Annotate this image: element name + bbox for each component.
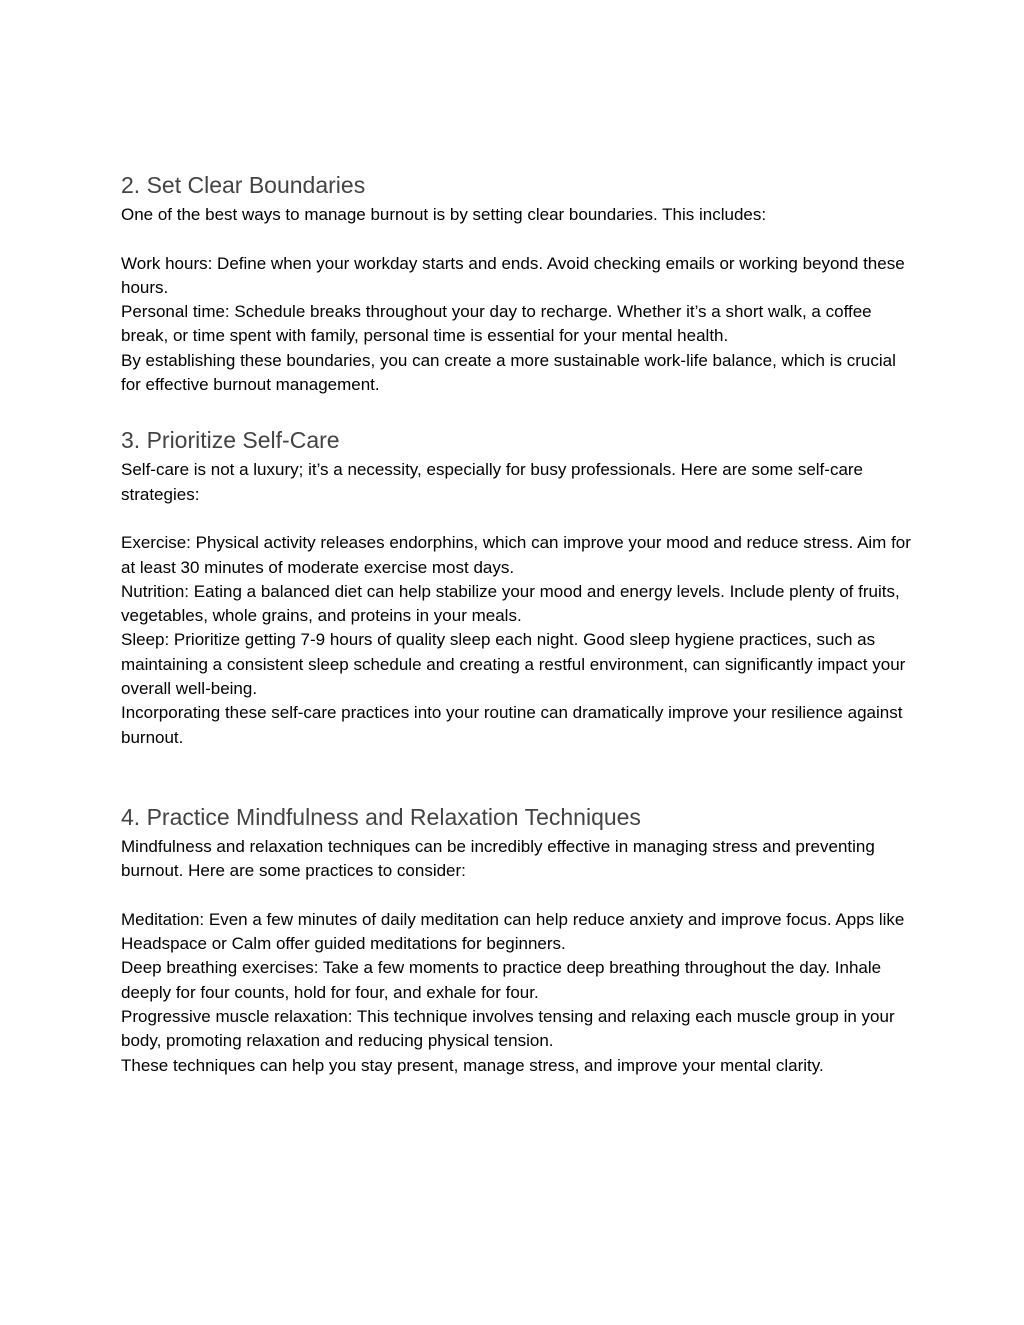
section-heading: 3. Prioritize Self-Care <box>121 427 340 454</box>
list-item: Exercise: Physical activity releases endorphins, which can improve your mood and reduce stress. Aim for at least 30 minutes of moderate exercise most days. <box>121 533 911 577</box>
list-item: Personal time: Schedule breaks throughout your day to recharge. Whether it’s a short walk, a coffee break, or time spent with family, personal time is essential for your mental health. <box>121 302 872 346</box>
list-item: Sleep: Prioritize getting 7-9 hours of quality sleep each night. Good sleep hygiene practices, such as maintaining a consistent sleep schedule and creating a restful environment, can significantly impact your overall well-being. <box>121 630 906 699</box>
list-item: Deep breathing exercises: Take a few moments to practice deep breathing throughout the day. Inhale deeply for four counts, hold for four, and exhale for four. <box>121 958 882 1002</box>
section-prioritize-self-care <box>121 425 911 750</box>
list-item: Nutrition: Eating a balanced diet can help stabilize your mood and energy levels. Include plenty of fruits, vegetables, whole grains, and proteins in your meals. <box>121 581 900 626</box>
section-intro: Self-care is not a luxury; it’s a necessity, especially for busy professionals. Here are some self-care strategies: <box>121 460 864 504</box>
section-set-clear-boundaries <box>121 170 911 397</box>
section-heading: 4. Practice Mindfulness and Relaxation Techniques <box>121 803 641 830</box>
section-conclusion: Incorporating these self-care practices into your routine can dramatically improve your resilience against burnout. <box>121 703 903 747</box>
list-item: Work hours: Define when your workday starts and ends. Avoid checking emails or working beyond these hours. <box>121 253 905 297</box>
section-heading: 2. Set Clear Boundaries <box>121 172 366 198</box>
paragraph-gap <box>121 507 911 531</box>
section-intro: Mindfulness and relaxation techniques can be incredibly effective in managing stress and preventing burnout. Here are some practices to consider: <box>121 836 875 881</box>
list-item: Progressive muscle relaxation: This technique involves tensing and relaxing each muscle group in your body, promoting relaxation and reducing physical tension. <box>121 1007 895 1051</box>
section-conclusion: These techniques can help you stay present, manage stress, and improve your mental clarity. <box>121 1055 824 1075</box>
section-mindfulness-relaxation <box>121 802 911 1078</box>
paragraph-gap <box>121 884 911 908</box>
document-page <box>121 170 911 1078</box>
section-conclusion: By establishing these boundaries, you can create a more sustainable work-life balance, which is crucial for effective burnout management. <box>121 350 896 395</box>
paragraph-gap <box>121 227 911 251</box>
list-item: Meditation: Even a few minutes of daily meditation can help reduce anxiety and improve focus. Apps like Headspace or Calm offer guided meditations for beginners. <box>121 909 905 954</box>
section-intro: One of the best ways to manage burnout is by setting clear boundaries. This includes: <box>121 205 767 224</box>
